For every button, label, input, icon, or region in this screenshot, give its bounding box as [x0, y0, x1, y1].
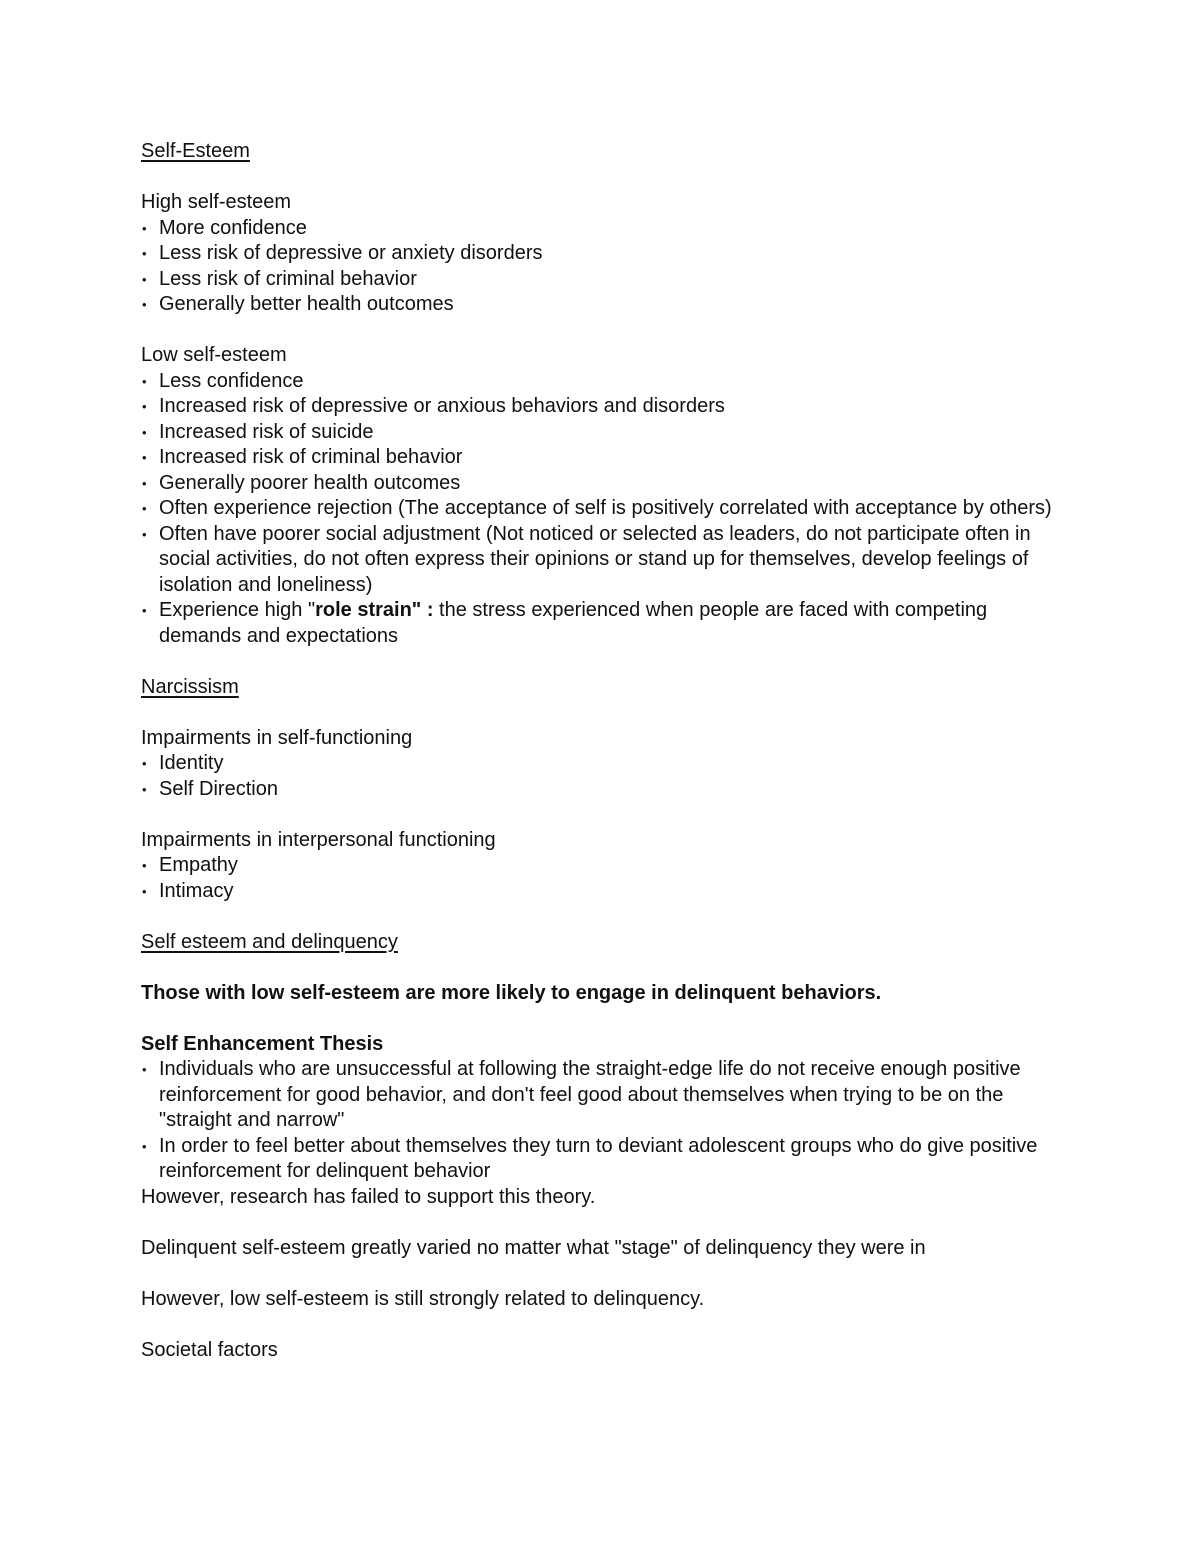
spacer: [141, 649, 1066, 675]
subheading-low-self-esteem: Low self-esteem: [141, 344, 287, 366]
failure-note: However, research has failed to support this theory.: [141, 1185, 596, 1208]
list-item: • Less confidence: [141, 369, 1066, 395]
list-item: • Self Direction: [141, 777, 1066, 803]
role-strain-prefix: Experience high ": [159, 599, 316, 621]
list-item: • Increased risk of criminal behavior: [141, 445, 1066, 471]
high-self-esteem-list: [141, 216, 1066, 318]
section-heading-narcissism: Narcissism: [141, 675, 239, 698]
spacer: [141, 165, 1066, 191]
low-self-esteem-list: [141, 369, 1066, 650]
related-note: However, low self-esteem is still strongly related to delinquency.: [141, 1287, 705, 1310]
subheading-high-self-esteem: High self-esteem: [141, 191, 292, 213]
list-item: • Increased risk of depressive or anxious behaviors and disorders: [141, 394, 1066, 420]
list-item: • More confidence: [141, 216, 1066, 242]
list-item: • In order to feel better about themselves they turn to deviant adolescent groups who do give positive reinforcement for delinquent behavior: [141, 1134, 1066, 1185]
spacer: [141, 1006, 1066, 1032]
list-item: • Often have poorer social adjustment (Not noticed or selected as leaders, do not participate often in social activities, do not often express their opinions or stand up for themselves, develop feelings of isolation and loneliness): [141, 522, 1066, 599]
document-page: [141, 139, 1066, 1363]
section-heading-delinquency: Self esteem and delinquency: [141, 930, 398, 953]
list-item: • Individuals who are unsuccessful at following the straight-edge life do not receive enough positive reinforcement for good behavior, and don't feel good about themselves when trying to be on the "straight and narrow": [141, 1057, 1066, 1134]
list-item: • Generally poorer health outcomes: [141, 471, 1066, 497]
thesis-title: Self Enhancement Thesis: [141, 1032, 384, 1055]
societal-factors-label: Societal factors: [141, 1338, 278, 1361]
list-item: • Identity: [141, 751, 1066, 777]
spacer: [141, 802, 1066, 828]
spacer: [141, 1210, 1066, 1236]
list-item-role-strain: [141, 598, 1066, 649]
list-item: • Less risk of criminal behavior: [141, 267, 1066, 293]
role-strain-definition: the stress experienced when people are faced with competing demands and expectations: [159, 599, 988, 647]
thesis-list: [141, 1057, 1066, 1185]
spacer: [141, 1261, 1066, 1287]
spacer: [141, 904, 1066, 930]
delinquency-claim: Those with low self-esteem are more likely to engage in delinquent behaviors.: [141, 981, 882, 1004]
list-item: • Generally better health outcomes: [141, 292, 1066, 318]
list-item: • Empathy: [141, 853, 1066, 879]
spacer: [141, 700, 1066, 726]
subheading-interpersonal-functioning: Impairments in interpersonal functioning: [141, 828, 496, 851]
self-functioning-list: [141, 751, 1066, 802]
list-item: • Less risk of depressive or anxiety disorders: [141, 241, 1066, 267]
role-strain-term: role strain" :: [315, 599, 434, 621]
list-item: • Increased risk of suicide: [141, 420, 1066, 446]
spacer: [141, 955, 1066, 981]
spacer: [141, 1312, 1066, 1338]
list-item: • Often experience rejection (The acceptance of self is positively correlated with acceptance by others): [141, 496, 1066, 522]
interpersonal-functioning-list: [141, 853, 1066, 904]
section-heading-self-esteem: Self-Esteem: [141, 140, 250, 162]
subheading-self-functioning: Impairments in self-functioning: [141, 726, 413, 749]
spacer: [141, 318, 1066, 344]
list-item: • Intimacy: [141, 879, 1066, 905]
variation-note: Delinquent self-esteem greatly varied no matter what "stage" of delinquency they were in: [141, 1236, 926, 1259]
